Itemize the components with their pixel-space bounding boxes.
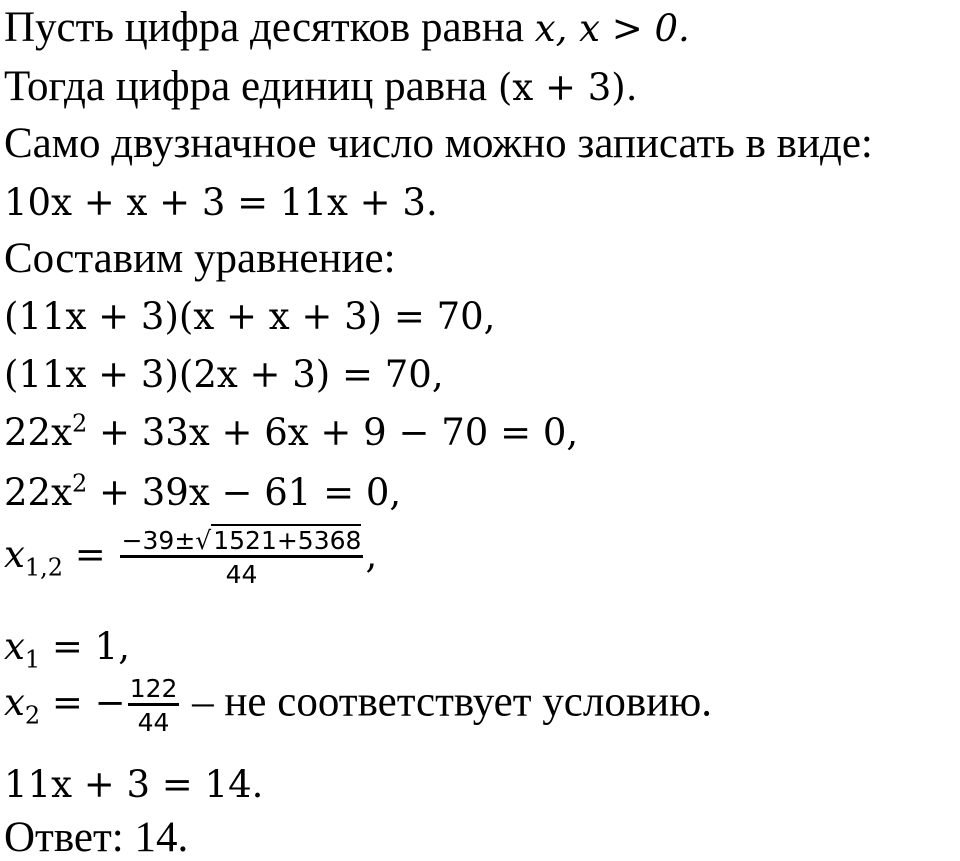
line-4-math: 10x + x + 3 = 11x + 3. xyxy=(4,181,438,224)
line-8-b: + 33x + 6x + 9 − 70 = 0, xyxy=(87,411,579,454)
x2-denominator: 44 xyxy=(137,708,170,737)
line-12 xyxy=(4,676,712,735)
line-12-sub: 2 xyxy=(24,701,41,730)
line-5-text: Составим уравнение: xyxy=(4,235,396,282)
answer-text: Ответ: 14. xyxy=(4,814,189,861)
line-10-end: , xyxy=(365,533,378,577)
line-9-b: + 39x − 61 = 0, xyxy=(87,471,402,514)
line-2-math: (x + 3). xyxy=(497,66,638,109)
line-6-math: (11x + 3)(x + x + 3) = 70, xyxy=(4,295,496,338)
line-8 xyxy=(4,410,578,453)
line-13-math: 11x + 3 = 14. xyxy=(4,763,264,806)
line-1-text: Пусть цифра десятков равна xyxy=(4,4,535,51)
line-5 xyxy=(4,237,396,280)
line-11 xyxy=(4,624,130,674)
line-1 xyxy=(4,6,690,49)
line-8-a: 22x xyxy=(4,411,72,454)
line-1-math: x, x > 0. xyxy=(534,7,690,50)
line-12-x: x xyxy=(4,681,25,725)
sqrt-radicand: 1521+5368 xyxy=(213,526,362,555)
line-9 xyxy=(4,470,401,513)
line-12-math xyxy=(4,681,126,730)
line-4 xyxy=(4,180,438,223)
line-11-x: x xyxy=(4,625,25,668)
line-2-text: Тогда цифра единиц равна xyxy=(4,63,498,110)
x2-fraction xyxy=(128,676,180,735)
line-10-x: x xyxy=(4,533,25,577)
line-10-math xyxy=(4,533,118,582)
line-11-math xyxy=(4,625,130,674)
line-7 xyxy=(4,352,444,395)
line-3 xyxy=(4,122,873,165)
line-11-sub: 1 xyxy=(24,645,41,674)
line-8-sup: 2 xyxy=(71,409,88,438)
x2-numerator: 122 xyxy=(129,674,178,703)
line-9-sup: 2 xyxy=(71,469,88,498)
line-7-math: (11x + 3)(2x + 3) = 70, xyxy=(4,353,444,396)
line-9-math xyxy=(4,471,401,514)
fraction-numerator: −39±√1521+5368 xyxy=(121,526,362,555)
fraction-denominator: 44 xyxy=(225,560,258,589)
line-13 xyxy=(4,762,263,805)
line-10 xyxy=(4,528,377,587)
line-12-text: – не соответствует условию. xyxy=(181,678,713,726)
root-formula-fraction xyxy=(120,528,364,587)
line-6 xyxy=(4,294,495,337)
line-8-math xyxy=(4,411,578,454)
numerator-prefix: −39± xyxy=(121,526,196,555)
line-10-eq: = xyxy=(63,533,118,577)
line-12-eq: = − xyxy=(40,681,126,725)
line-9-a: 22x xyxy=(4,471,72,514)
line-2 xyxy=(4,65,637,108)
line-11-b: = 1, xyxy=(40,625,130,668)
line-3-text: Само двузначное число можно записать в виде: xyxy=(4,120,873,167)
line-14 xyxy=(4,816,188,859)
line-10-sub: 1,2 xyxy=(24,553,64,582)
